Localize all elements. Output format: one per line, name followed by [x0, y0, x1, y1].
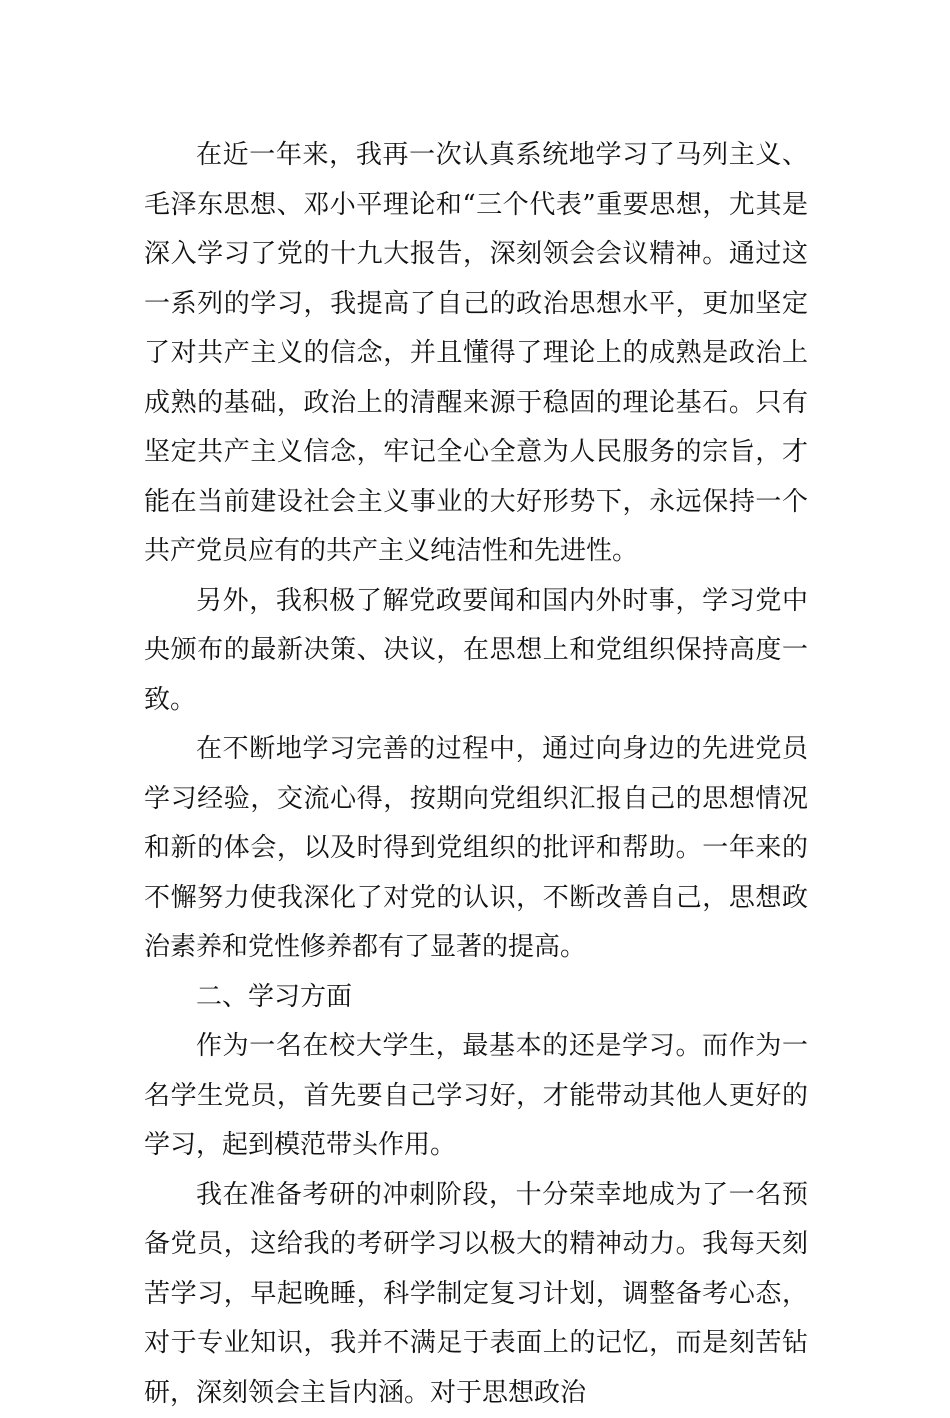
section-heading-study: 二、学习方面 [144, 973, 808, 1023]
paragraph-current-affairs: 另外，我积极了解党政要闻和国内外时事，学习党中央颁布的最新决策、决议，在思想上和党组织保持高度一致。 [144, 577, 808, 726]
paragraph-exam-preparation: 我在准备考研的冲刺阶段，十分荣幸地成为了一名预备党员，这给我的考研学习以极大的精神动力。我每天刻苦学习，早起晚睡，科学制定复习计划，调整备考心态，对于专业知识，我并不满足于表面上的记忆，而是刻苦钻研，深刻领会主旨内涵。对于思想政治 [144, 1171, 808, 1418]
document-body [144, 131, 808, 1418]
paragraph-student-role: 作为一名在校大学生，最基本的还是学习。而作为一名学生党员，首先要自己学习好，才能带动其他人更好的学习，起到模范带头作用。 [144, 1022, 808, 1171]
paragraph-self-improvement: 在不断地学习完善的过程中，通过向身边的先进党员学习经验，交流心得，按期向党组织汇报自己的思想情况和新的体会，以及时得到党组织的批评和帮助。一年来的不懈努力使我深化了对党的认识，不断改善自己，思想政治素养和党性修养都有了显著的提高。 [144, 725, 808, 973]
paragraph-political-study: 在近一年来，我再一次认真系统地学习了马列主义、毛泽东思想、邓小平理论和“三个代表”重要思想，尤其是深入学习了党的十九大报告，深刻领会会议精神。通过这一系列的学习，我提高了自己的政治思想水平，更加坚定了对共产主义的信念，并且懂得了理论上的成熟是政治上成熟的基础，政治上的清醒来源于稳固的理论基石。只有坚定共产主义信念，牢记全心全意为人民服务的宗旨，才能在当前建设社会主义事业的大好形势下，永远保持一个共产党员应有的共产主义纯洁性和先进性。 [144, 131, 808, 577]
